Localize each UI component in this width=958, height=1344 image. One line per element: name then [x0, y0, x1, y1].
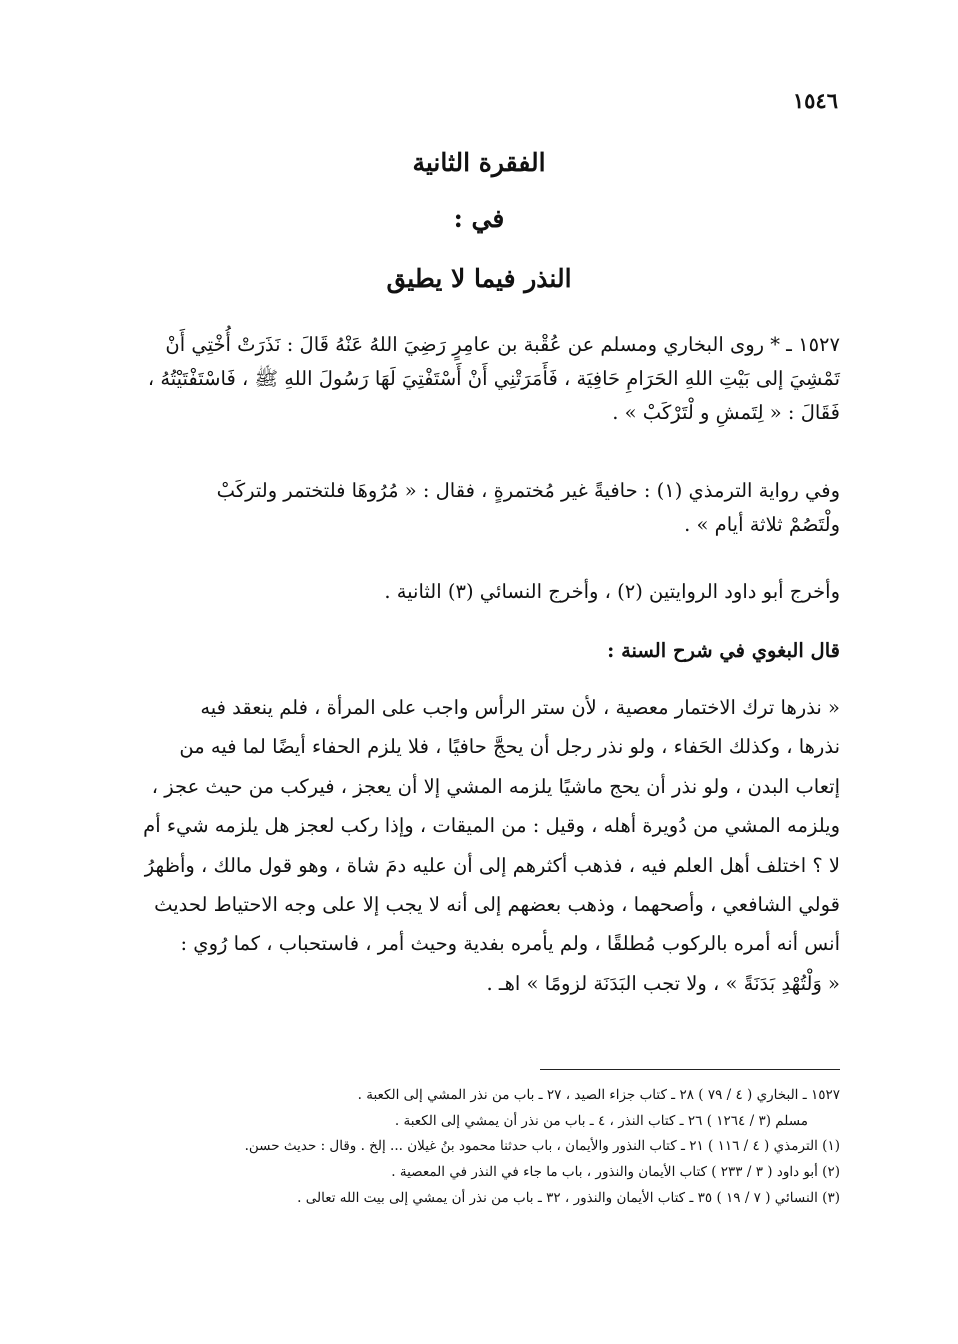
- footnote: ١٥٢٧ ـ البخاري ( ٤ / ٧٩ ) ٢٨ ـ كتاب جزاء الصيد ، ٢٧ ـ باب من نذر المشي إلى الكعبة .: [357, 1087, 840, 1103]
- text-line: ويلزمه المشي من دُويرة أهله ، وقيل : من الميقات ، وإذا ركب لعجز هل يلزمه شيء أم: [143, 814, 840, 838]
- hadith-paragraph: [118, 328, 840, 430]
- baghawi-paragraph: [118, 688, 840, 1003]
- section-heading-topic: النذر فيما لا يطيق: [386, 264, 572, 293]
- text-line: « وَلْتُهْدِ بَدَنَةً » ، ولا تجب البَدَنَة لزومًا » اهـ .: [486, 971, 840, 995]
- text-line: وأخرج أبو داود الروايتين (٢) ، وأخرج النسائي (٣) الثانية .: [384, 580, 840, 603]
- text-line: تَمْشِيَ إلى بَيْتِ اللهِ الحَرَامِ حَافِيَة ، فَأَمَرَتْنِي أَنْ أَسْتَفْتِيَ لَهَا رَسُولَ اللهِ ﷺ ، فَاسْتَفْتَيْتُهُ ،: [147, 367, 840, 391]
- text-line: ولْتَصُمْ ثلاثة أيام » .: [684, 513, 840, 537]
- text-line: إتعاب البدن ، ولو نذر أن يحج ماشيًا يلزمه المشي إلا أن يعجز ، فيركب من حيث عجز ،: [151, 774, 840, 798]
- footnote-separator: [540, 1069, 840, 1070]
- footnotes: [118, 1083, 840, 1211]
- text-line: نذرها ، وكذلك الحَفاء ، ولو نذر رجل أن يحجَّ حافيًا ، فلا يلزم الحفاء أيضًا لما فيه من: [179, 735, 840, 759]
- section-heading-preposition: في :: [453, 204, 505, 233]
- baghawi-heading: [118, 634, 840, 668]
- text-line: لا ؟ اختلف أهل العلم فيه ، فذهب أكثرهم إلى أن عليه دمَ شاة ، وهو قول مالك ، وأظهرُ: [144, 853, 840, 877]
- footnote: (٣) النسائي ( ٧ / ١٩ ) ٣٥ ـ كتاب الأيمان والنذور ، ٣٢ ـ باب من نذر أن يمشي إلى بيت الله تعالى .: [297, 1189, 840, 1206]
- footnote: (١) الترمذي ( ٤ / ١١٦ ) ٢١ ـ كتاب النذور والأيمان ، باب حدثنا محمود بنُ غيلان ... إلخ . وقال : حديث حسن.: [244, 1138, 840, 1155]
- footnote: (٢) أبو داود ( ٣ / ٢٣٣ ) كتاب الأيمان والنذور ، باب ما جاء في النذر في المعصية .: [391, 1163, 840, 1180]
- text-line: وفي رواية الترمذي (١) : حافيةً غير مُختمرةٍ ، فقال : « مُرُوهَا فلتختمر ولتركَبْ: [216, 479, 840, 502]
- abu-dawud-line: [118, 575, 840, 609]
- footnote: مسلم (٣ / ١٢٦٤ ) ٢٦ ـ كتاب النذر ، ٤ ـ باب من نذر أن يمشي إلى الكعبة .: [394, 1112, 808, 1129]
- text-line: ١٥٢٧ ـ * روى البخاري ومسلم عن عُقْبة بن عامِرٍ رَضِيَ اللهُ عَنْهُ قَالَ : نَذَرَتْ أُخْتِي أَنْ: [165, 333, 840, 356]
- section-heading: الفقرة الثانية: [412, 148, 546, 177]
- tirmidhi-paragraph: [118, 474, 840, 542]
- text-line: أنس أنه أمره بالركوب مُطلقًا ، ولم يأمره بفدية وحيث أمر ، فاستحباب ، كما رُوي :: [180, 932, 840, 956]
- text-line: فَقَالَ : « لِتَمشِ و لْتَرْكَبْ » .: [612, 401, 840, 425]
- page-number: ١٥٤٦: [792, 88, 838, 113]
- text-line: « نذرها ترك الاختمار معصية ، لأن ستر الرأس واجب على المرأة ، فلم ينعقد فيه: [200, 696, 840, 719]
- text-line: قولي الشافعي ، وأصحهما ، وذهب بعضهم إلى أنه لا يجب إلا على وجه الاحتياط لحديث: [154, 892, 840, 916]
- text-line: قال البغوي في شرح السنة :: [607, 639, 840, 662]
